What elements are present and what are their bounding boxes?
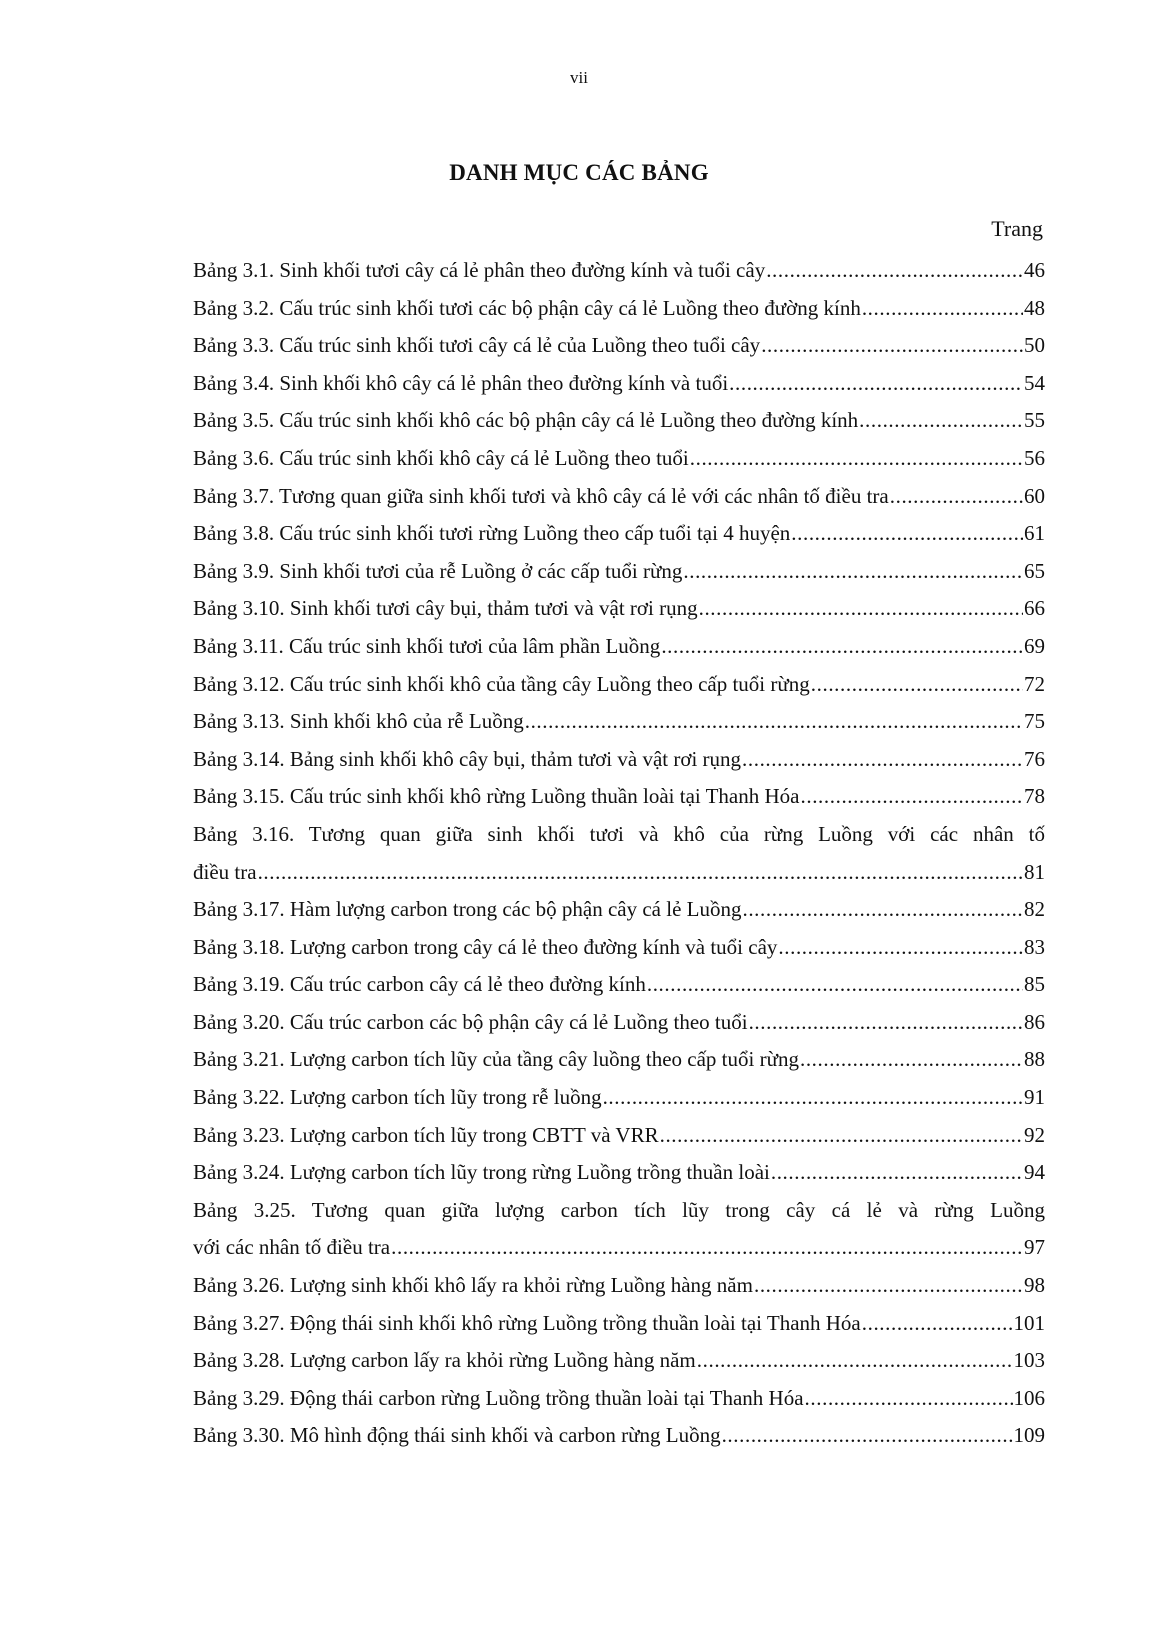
toc-entry-title: Bảng 3.8. Cấu trúc sinh khối tươi rừng Luồng theo cấp tuổi tại 4 huyện [193,521,791,546]
toc-entry[interactable] [193,590,1045,628]
toc-entry-title: Bảng 3.24. Lượng carbon tích lũy trong rừng Luồng trồng thuần loài [193,1160,770,1185]
toc-entry-page: 61 [1024,521,1045,546]
toc-entry-page: 91 [1024,1085,1045,1110]
dot-leader [699,590,1023,628]
toc-entry-page: 92 [1024,1122,1045,1147]
toc-entry-title: Bảng 3.7. Tương quan giữa sinh khối tươi và khô cây cá lẻ với các nhân tố điều tra [193,483,889,508]
dot-leader [800,1041,1023,1079]
toc-entry-page: 106 [1013,1385,1045,1410]
dot-leader [778,929,1023,967]
dot-leader [722,1417,1013,1455]
toc-entry[interactable] [193,515,1045,553]
dot-leader [742,741,1023,779]
toc-entry[interactable] [193,402,1045,440]
toc-entry-page: 50 [1024,333,1045,358]
toc-entry-title: Bảng 3.22. Lượng carbon tích lũy trong rễ luồng [193,1085,602,1110]
toc-entry-title-continued: điều tra [193,859,257,884]
toc-entry-title: Bảng 3.9. Sinh khối tươi của rễ Luồng ở các cấp tuổi rừng [193,558,683,583]
toc-entry-title: Bảng 3.29. Động thái carbon rừng Luồng trồng thuần loài tại Thanh Hóa [193,1385,804,1410]
toc-entry-page: 76 [1024,746,1045,771]
dot-leader [791,515,1023,553]
toc-entry[interactable] [193,290,1045,328]
toc-entry[interactable] [193,440,1045,478]
toc-entry-title: Bảng 3.2. Cấu trúc sinh khối tươi các bộ phận cây cá lẻ Luồng theo đường kính [193,295,861,320]
toc-entry-title: Bảng 3.14. Bảng sinh khối khô cây bụi, thảm tươi và vật rơi rụng [193,746,742,771]
toc-entry[interactable] [193,666,1045,704]
dot-leader [811,666,1023,704]
toc-entry-title: Bảng 3.26. Lượng sinh khối khô lấy ra khỏi rừng Luồng hàng năm [193,1273,753,1298]
toc-entry[interactable] [193,816,1045,891]
toc-entry-title: Bảng 3.25. Tương quan giữa lượng carbon tích lũy trong cây cá lẻ và rừng Luồng [193,1197,1045,1222]
dot-leader [805,1380,1013,1418]
toc-entry-page: 82 [1024,897,1045,922]
toc-entry[interactable] [193,478,1045,516]
toc-entry[interactable] [193,1417,1045,1455]
toc-entry-page: 56 [1024,445,1045,470]
toc-entry-title: Bảng 3.17. Hàm lượng carbon trong các bộ phận cây cá lẻ Luồng [193,897,742,922]
dot-leader [603,1079,1023,1117]
toc-entry-page: 94 [1024,1160,1045,1185]
toc-entry-title: Bảng 3.13. Sinh khối khô của rễ Luồng [193,709,524,734]
toc-entry-page: 66 [1024,596,1045,621]
toc-entry[interactable] [193,1305,1045,1343]
toc-entry-title: Bảng 3.16. Tương quan giữa sinh khối tươi và khô của rừng Luồng với các nhân tố [193,821,1045,846]
toc-entry[interactable] [193,1004,1045,1042]
dot-leader [761,327,1023,365]
dot-leader [647,966,1023,1004]
dot-leader [391,1229,1023,1267]
toc-entry[interactable] [193,252,1045,290]
toc-entry[interactable] [193,1117,1045,1155]
dot-leader [771,1154,1023,1192]
toc-entry-page: 101 [1013,1310,1045,1335]
dot-leader [801,778,1024,816]
toc-entry[interactable] [193,891,1045,929]
toc-entry-title: Bảng 3.3. Cấu trúc sinh khối tươi cây cá lẻ của Luồng theo tuổi cây [193,333,761,358]
dot-leader [742,891,1023,929]
dot-leader [859,402,1023,440]
toc-entry-page: 103 [1013,1348,1045,1373]
page-column-label: Trang [991,216,1043,241]
dot-leader [890,478,1023,516]
toc-entry[interactable] [193,966,1045,1004]
toc-entry[interactable] [193,1267,1045,1305]
dot-leader [525,703,1023,741]
dot-leader [862,290,1023,328]
page-number: vii [570,68,588,87]
toc-entry[interactable] [193,778,1045,816]
toc-entry-page: 81 [1024,859,1045,884]
toc-entry[interactable] [193,1154,1045,1192]
toc-entry-page: 85 [1024,972,1045,997]
toc-entry-page: 86 [1024,1009,1045,1034]
toc-entry-page: 75 [1024,709,1045,734]
table-of-contents [193,252,1045,1455]
toc-entry-title: Bảng 3.5. Cấu trúc sinh khối khô các bộ phận cây cá lẻ Luồng theo đường kính [193,408,859,433]
toc-entry-page: 65 [1024,558,1045,583]
toc-entry-page: 69 [1024,633,1045,658]
toc-entry[interactable] [193,929,1045,967]
dot-leader [690,440,1023,478]
dot-leader [754,1267,1023,1305]
toc-entry-page: 60 [1024,483,1045,508]
toc-entry-page: 46 [1024,258,1045,282]
toc-entry[interactable] [193,327,1045,365]
toc-entry-title: Bảng 3.1. Sinh khối tươi cây cá lẻ phân theo đường kính và tuổi cây [193,258,766,282]
toc-entry-title: Bảng 3.30. Mô hình động thái sinh khối và carbon rừng Luồng [193,1423,721,1448]
toc-entry-page: 55 [1024,408,1045,433]
toc-entry[interactable] [193,553,1045,591]
dot-leader [258,854,1023,892]
toc-entry-page: 54 [1024,370,1045,395]
toc-entry-page: 78 [1024,784,1045,809]
dot-leader [749,1004,1023,1042]
dot-leader [683,553,1023,591]
dot-leader [766,252,1023,290]
dot-leader [862,1305,1013,1343]
toc-entry-title: Bảng 3.11. Cấu trúc sinh khối tươi của lâm phần Luồng [193,633,661,658]
toc-entry[interactable] [193,1342,1045,1380]
toc-entry[interactable] [193,628,1045,666]
toc-entry-title: Bảng 3.10. Sinh khối tươi cây bụi, thảm tươi và vật rơi rụng [193,596,698,621]
toc-entry[interactable] [193,741,1045,779]
dot-leader [660,1117,1023,1155]
toc-entry-page: 97 [1024,1235,1045,1260]
toc-entry-page: 48 [1024,295,1045,320]
toc-entry-title: Bảng 3.23. Lượng carbon tích lũy trong CBTT và VRR [193,1122,659,1147]
toc-entry-title: Bảng 3.6. Cấu trúc sinh khối khô cây cá lẻ Luồng theo tuổi [193,445,689,470]
toc-entry-title: Bảng 3.20. Cấu trúc carbon các bộ phận cây cá lẻ Luồng theo tuổi [193,1009,748,1034]
toc-entry-title: Bảng 3.21. Lượng carbon tích lũy của tầng cây luồng theo cấp tuổi rừng [193,1047,799,1072]
toc-entry-title: Bảng 3.12. Cấu trúc sinh khối khô của tầng cây Luồng theo cấp tuổi rừng [193,671,810,696]
toc-entry-title-continued: với các nhân tố điều tra [193,1235,391,1260]
toc-entry-title: Bảng 3.18. Lượng carbon trong cây cá lẻ theo đường kính và tuổi cây [193,934,778,959]
toc-entry-page: 72 [1024,671,1045,696]
toc-entry[interactable] [193,365,1045,403]
page-title: DANH MỤC CÁC BẢNG [449,160,709,185]
toc-entry-title: Bảng 3.28. Lượng carbon lấy ra khỏi rừng Luồng hàng năm [193,1348,696,1373]
toc-entry-page: 88 [1024,1047,1045,1072]
dot-leader [697,1342,1013,1380]
toc-entry-page: 98 [1024,1273,1045,1298]
toc-entry-title: Bảng 3.19. Cấu trúc carbon cây cá lẻ theo đường kính [193,972,646,997]
toc-entry-title: Bảng 3.15. Cấu trúc sinh khối khô rừng Luồng thuần loài tại Thanh Hóa [193,784,800,809]
toc-entry[interactable] [193,1380,1045,1418]
toc-entry[interactable] [193,1079,1045,1117]
toc-entry[interactable] [193,1192,1045,1267]
dot-leader [661,628,1023,666]
toc-entry-page: 109 [1013,1423,1045,1448]
toc-entry-title: Bảng 3.4. Sinh khối khô cây cá lẻ phân theo đường kính và tuổi [193,370,729,395]
toc-entry[interactable] [193,1041,1045,1079]
toc-entry[interactable] [193,703,1045,741]
toc-entry-page: 83 [1024,934,1045,959]
toc-entry-title: Bảng 3.27. Động thái sinh khối khô rừng Luồng trồng thuần loài tại Thanh Hóa [193,1310,861,1335]
dot-leader [729,365,1023,403]
